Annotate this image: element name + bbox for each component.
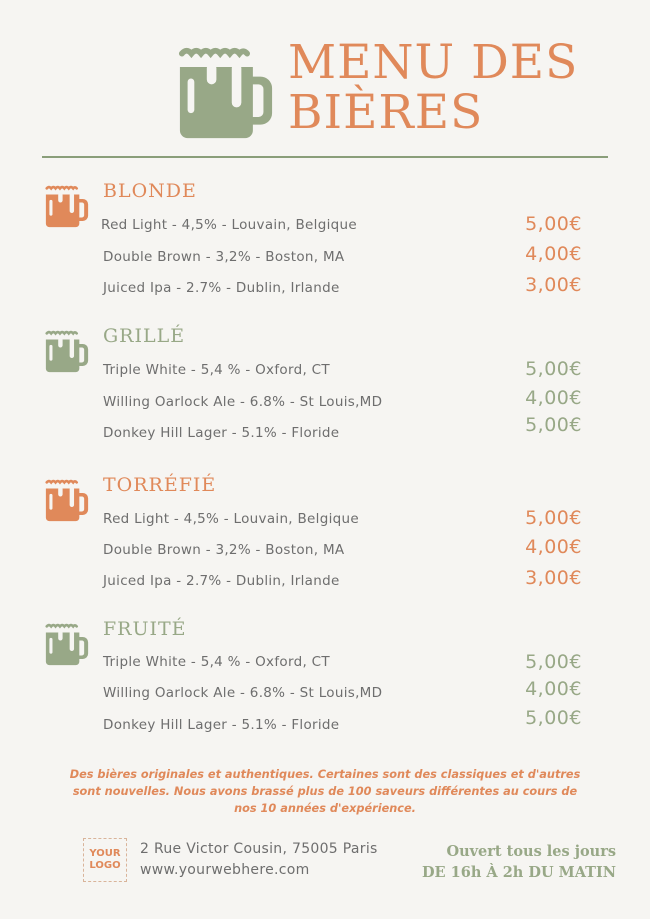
menu-price: 4,00€: [525, 678, 582, 700]
menu-header: [0, 0, 650, 160]
beer-mug-icon: [44, 184, 90, 228]
menu-price: 5,00€: [525, 213, 582, 235]
menu-item: Donkey Hill Lager - 5.1% - Floride: [103, 425, 340, 441]
menu-price: 4,00€: [525, 243, 582, 265]
menu-item: Double Brown - 3,2% - Boston, MA: [103, 249, 345, 265]
title-line-1: MENU DES: [288, 35, 579, 90]
menu-item: Red Light - 4,5% - Louvain, Belgique: [103, 511, 359, 527]
beer-mug-icon: [44, 478, 90, 522]
section-title: TORRÉFIÉ: [103, 474, 217, 496]
hours-line-1: Ouvert tous les jours: [446, 843, 616, 860]
menu-item: Triple White - 5,4 % - Oxford, CT: [103, 362, 330, 378]
menu-item: Triple White - 5,4 % - Oxford, CT: [103, 654, 330, 670]
section-title: BLONDE: [103, 180, 197, 202]
menu-item: Donkey Hill Lager - 5.1% - Floride: [103, 717, 340, 733]
menu-item: Juiced Ipa - 2.7% - Dublin, Irlande: [103, 280, 340, 296]
menu-item: Double Brown - 3,2% - Boston, MA: [103, 542, 345, 558]
website-link[interactable]: www.yourwebhere.com: [140, 862, 310, 878]
beer-mug-icon: [178, 44, 274, 140]
beer-mug-icon: [44, 329, 90, 373]
tagline: Des bières originales et authentiques. Certaines sont des classiques et d'autres sont nouvelles. Nous avons brassé plus de 100 saveurs différentes au cours de nos 10 années d'expérience.: [69, 768, 581, 815]
page-title: [288, 35, 579, 140]
address: 2 Rue Victor Cousin, 75005 Paris: [140, 841, 378, 857]
menu-item: Willing Oarlock Ale - 6.8% - St Louis,MD: [103, 685, 383, 701]
menu-item: Juiced Ipa - 2.7% - Dublin, Irlande: [103, 573, 340, 589]
menu-price: 5,00€: [525, 507, 582, 529]
menu-price: 5,00€: [525, 651, 582, 673]
hours-line-2: DE 16h À 2h DU MATIN: [421, 864, 616, 881]
menu-item: Willing Oarlock Ale - 6.8% - St Louis,MD: [103, 394, 383, 410]
logo-line-2: LOGO: [89, 860, 121, 871]
menu-price: 5,00€: [525, 414, 582, 436]
beer-mug-icon: [44, 622, 90, 666]
menu-price: 5,00€: [525, 707, 582, 729]
menu-price: 4,00€: [525, 536, 582, 558]
menu-price: 3,00€: [525, 567, 582, 589]
title-line-2: BIÈRES: [288, 85, 484, 140]
section-title: GRILLÉ: [103, 325, 186, 347]
menu-item: Red Light - 4,5% - Louvain, Belgique: [101, 217, 357, 233]
menu-price: 4,00€: [525, 387, 582, 409]
logo-line-1: YOUR: [89, 848, 121, 859]
section-title: FRUITÉ: [103, 618, 187, 640]
logo-placeholder: [83, 838, 127, 882]
header-divider: [42, 156, 608, 158]
menu-price: 3,00€: [525, 274, 582, 296]
menu-price: 5,00€: [525, 358, 582, 380]
